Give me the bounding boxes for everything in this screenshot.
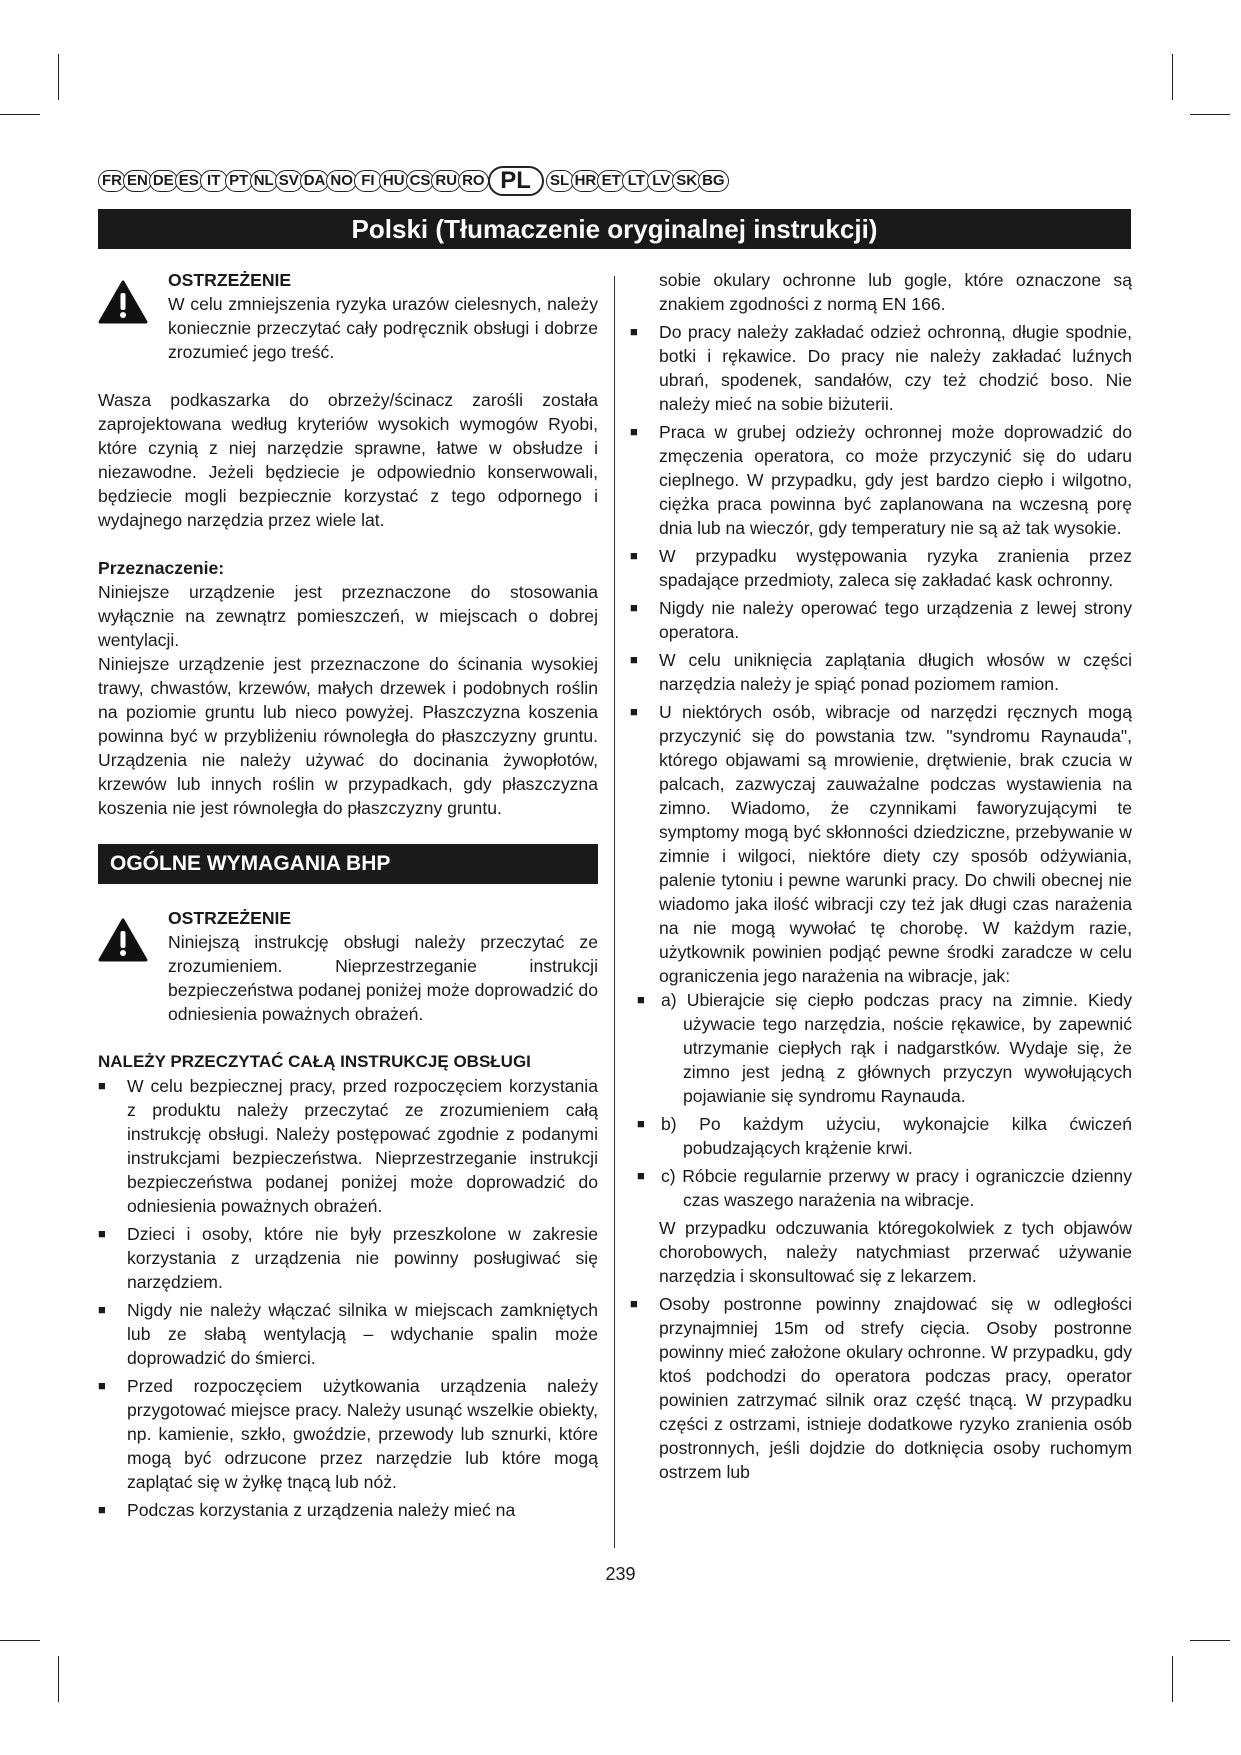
lang-tab-bg[interactable]: BG — [698, 170, 729, 192]
lang-tab-it[interactable]: IT — [200, 170, 228, 192]
vibration-after-text: W przypadku odczuwania któregokolwiek z tych objawów chorobowych, należy natychmiast przerwać używanie narzędzia i skonsultować się z lekarzem. — [659, 1218, 1132, 1286]
sub-list-item: ■ c) Róbcie regularnie przerwy w pracy i ograniczcie dzienny czas waszego narażenia na wibracje. — [659, 1164, 1132, 1212]
list-item: ■ Osoby postronne powinny znajdować się w odległości przynajmniej 15m od strefy cięcia. Osoby postronne powinny mieć założone okulary ochronne. W przypadku, gdy ktoś podchodzi do operatora podczas pracy, operator powinien zatrzymać silnik oraz część tnącą. W przypadku części z ostrzami, istnieje dodatkowe ryzyko zranienia osób postronnych, jeśli dojdzie do dotknięcia osoby ruchomym ostrzem lub — [630, 1292, 1132, 1484]
warning-heading: OSTRZEŻENIE — [168, 270, 292, 290]
list-item: ■ Dzieci i osoby, które nie były przeszkolone w zakresie korzystania z urządzenia nie powinny posługiwać się narzędziem. — [98, 1222, 598, 1294]
lang-tab-et[interactable]: ET — [597, 170, 625, 192]
read-instructions-heading: NALEŻY PRZECZYTAĆ CAŁĄ INSTRUKCJĘ OBSŁUGI — [98, 1052, 531, 1071]
lang-tab-sv[interactable]: SV — [275, 170, 303, 192]
safety-list — [98, 1074, 598, 1522]
lang-tab-fr[interactable]: FR — [98, 170, 126, 192]
lang-tab-nl[interactable]: NL — [250, 170, 278, 192]
intro-paragraph: Wasza podkaszarka do obrzeży/ścinacz zarośli została zaprojektowana według kryteriów wysokich wymogów Ryobi, które czynią z niej narzędzie sprawne, łatwe w obsłudze i niezawodne. Jeżeli będziecie je odpowiednio konserwowali, będziecie mogli bezpiecznie korzystać z tego odpornego i wydajnego narzędzia przez wiele lat. — [98, 390, 598, 530]
lang-tab-ru[interactable]: RU — [431, 170, 461, 192]
lang-tab-da[interactable]: DA — [300, 170, 330, 192]
lang-tab-no[interactable]: NO — [326, 170, 357, 192]
lang-tab-sl[interactable]: SL — [546, 170, 574, 192]
lang-tab-cs[interactable]: CS — [406, 170, 435, 192]
warning-heading: OSTRZEŻENIE — [168, 908, 292, 928]
sub-list — [659, 988, 1132, 1212]
safety-list — [630, 320, 1132, 1484]
language-tabs — [98, 166, 1131, 196]
list-item: ■ Podczas korzystania z urządzenia należy mieć na — [98, 1498, 598, 1522]
page-title: Polski (Tłumaczenie oryginalnej instrukcji) — [98, 209, 1131, 249]
lang-tab-hr[interactable]: HR — [571, 170, 601, 192]
lang-tab-lt[interactable]: LT — [622, 170, 650, 192]
purpose-paragraph: Niniejsze urządzenie jest przeznaczone do ścinania wysokiej trawy, chwastów, krzewów, małych drzewek i podobnych roślin na poziomie gruntu lub nieco powyżej. Płaszczyzna koszenia powinna być w przybliżeniu równoległa do płaszczyzny gruntu. Urządzenia nie należy używać do docinania żywopłotów, krzewów lub innych roślin w przypadkach, gdy płaszczyzna koszenia nie jest równoległa do płaszczyzny gruntu. — [98, 654, 598, 818]
crop-mark — [1190, 1640, 1230, 1641]
warning-box — [98, 906, 598, 1026]
left-column — [98, 268, 598, 1526]
crop-mark — [1172, 1656, 1173, 1702]
list-item: ■ Nigdy nie należy włączać silnika w miejscach zamkniętych lub ze słabą wentylacją – wdychanie spalin może doprowadzić do śmierci. — [98, 1298, 598, 1370]
lang-tab-hu[interactable]: HU — [379, 170, 409, 192]
list-item — [630, 700, 1132, 1288]
warning-text: Niniejszą instrukcję obsługi należy przeczytać ze zrozumieniem. Nieprzestrzeganie instrukcji bezpieczeństwa podanej poniżej może doprowadzić do odniesienia poważnych obrażeń. — [168, 932, 598, 1024]
purpose-paragraph: Niniejsze urządzenie jest przeznaczone do stosowania wyłącznie na zewnątrz pomieszczeń, w miejscach o dobrej wentylacji. — [98, 582, 598, 650]
purpose-heading: Przeznaczenie: — [98, 558, 225, 578]
list-item: ■ Do pracy należy zakładać odzież ochronną, długie spodnie, botki i rękawice. Do pracy nie należy zakładać luźnych ubrań, spodenek, sandałów, czy też chodzić boso. Nie należy mieć na sobie biżuterii. — [630, 320, 1132, 416]
lang-tab-es[interactable]: ES — [175, 170, 203, 192]
right-column — [630, 268, 1132, 1488]
crop-mark — [58, 54, 59, 100]
vibration-text: ■ U niektórych osób, wibracje od narzędzi ręcznych mogą przyczynić się do powstania tzw. "syndromu Raynauda", którego objawami są mrowienie, drętwienie, brak czucia w palcach, zazwyczaj zauważalne podczas wystawienia na zimno. Wiadomo, że czynnikami faworyzującymi te symptomy mogą być skłonności dziedziczne, przebywanie w zimnie i wilgoci, niektóre diety czy sposób odżywiania, palenie tytoniu i pewne warunki pracy. Do chwili obecnej nie wiadomo jaka ilość wibracji czy też jak długi czas narażenia na nie mogą wywołać tę chorobę. W każdym razie, użytkownik powinien podjąć pewne środki zaradcze w celu ograniczenia jego narażenia na wibracje, jak: — [659, 702, 1132, 986]
list-item: ■ W przypadku występowania ryzyka zranienia przez spadające przedmioty, zaleca się zakładać kask ochronny. — [630, 544, 1132, 592]
lang-tab-de[interactable]: DE — [149, 170, 178, 192]
crop-mark — [0, 114, 40, 115]
sub-list-item: ■ a) Ubierajcie się ciepło podczas pracy na zimnie. Kiedy używacie tego narzędzia, noście rękawice, by zapewnić utrzymanie ciepłych rąk i nadgarstków. Wydaje się, że zimno jest jedną z głównych przyczyn wywołujących pojawianie się syndromu Raynauda. — [659, 988, 1132, 1108]
lang-tab-fi[interactable]: FI — [354, 170, 382, 192]
lang-tab-pl[interactable]: PL — [488, 166, 544, 196]
crop-mark — [1190, 114, 1230, 115]
lang-tab-en[interactable]: EN — [123, 170, 152, 192]
warning-text: W celu zmniejszenia ryzyka urazów cielesnych, należy koniecznie przeczytać cały podręcznik obsługi i dobrze zrozumieć jego treść. — [168, 294, 598, 362]
warning-triangle-icon — [98, 918, 148, 962]
list-item: ■ Przed rozpoczęciem użytkowania urządzenia należy przygotować miejsce pracy. Należy usunąć wszelkie obiekty, np. kamienie, szkło, gwoździe, przewody lub sznurki, które mogą być odrzucone przez narzędzie lub które mogą zaplątać się w żyłkę tnącą lub nóż. — [98, 1374, 598, 1494]
warning-box — [98, 268, 598, 364]
warning-triangle-icon — [98, 280, 148, 324]
lang-tab-lv[interactable]: LV — [647, 170, 675, 192]
lang-tab-sk[interactable]: SK — [672, 170, 701, 192]
crop-mark — [0, 1640, 40, 1641]
list-item: ■ Praca w grubej odzieży ochronnej może doprowadzić do zmęczenia operatora, co może przyczynić się do udaru cieplnego. W przypadku, gdy jest bardzo ciepło i wilgotno, ciężka praca powinna być zaplanowana na wczesną porę dnia lub na wieczór, gdy temperatury nie są aż tak wysokie. — [630, 420, 1132, 540]
crop-mark — [58, 1656, 59, 1702]
list-item: ■ W celu bezpiecznej pracy, przed rozpoczęciem korzystania z produktu należy przeczytać ze zrozumieniem całą instrukcję obsługi. Należy postępować zgodnie z podanymi instrukcjami bezpieczeństwa. Nieprzestrzeganie instrukcji bezpieczeństwa podanej poniżej może doprowadzić do odniesienia poważnych obrażeń. — [98, 1074, 598, 1218]
sub-list-item: ■ b) Po każdym użyciu, wykonajcie kilka ćwiczeń pobudzających krążenie krwi. — [659, 1112, 1132, 1160]
lang-tab-pt[interactable]: PT — [225, 170, 253, 192]
page-number: 239 — [605, 1564, 636, 1584]
list-item: ■ Nigdy nie należy operować tego urządzenia z lewej strony operatora. — [630, 596, 1132, 644]
crop-mark — [1172, 54, 1173, 100]
section-heading: OGÓLNE WYMAGANIA BHP — [98, 844, 598, 884]
list-item: ■ W celu uniknięcia zaplątania długich włosów w części narzędzia należy je spiąć ponad poziomem ramion. — [630, 648, 1132, 696]
column-divider — [614, 276, 615, 1548]
continuation-text: sobie okulary ochronne lub gogle, które oznaczone są znakiem zgodności z normą EN 166. — [659, 270, 1132, 314]
lang-tab-ro[interactable]: RO — [458, 170, 489, 192]
